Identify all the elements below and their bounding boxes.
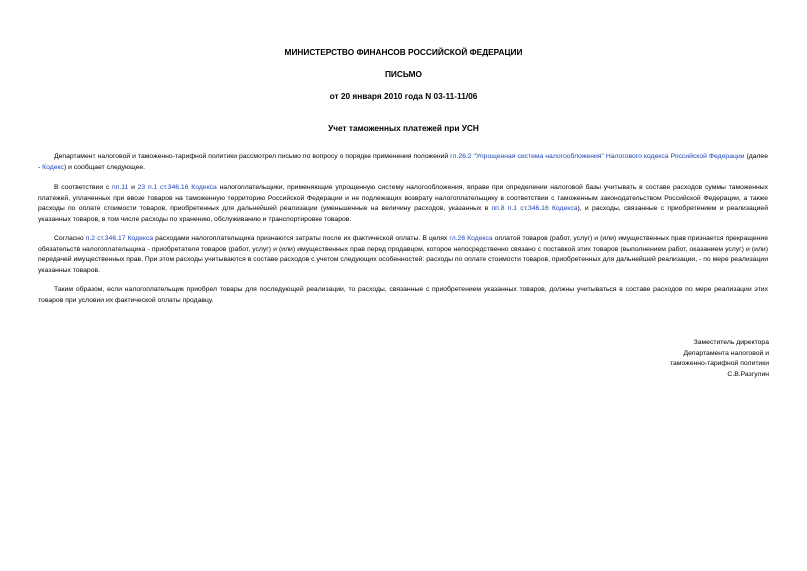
- paragraph-text: (далее -: [38, 153, 768, 171]
- paragraph-text: Таким образом, если налогоплательщик приобрел товары для последующей реализации, то расходы, связанные с приобретением указанных товаров, должны учитываться в составе расходов по мере реализации этих товаров при условии их фактической оплаты продавцу.: [38, 286, 768, 304]
- signature-department-cont: таможенно-тарифной политики: [669, 360, 769, 367]
- paragraph-2: [38, 183, 768, 225]
- paragraph-text: ), и расходы, связанные с приобретением и реализацией указанных товаров, в том числе расходы по хранению, обслуживанию и транспортировке товаров.: [38, 205, 769, 223]
- link-art-346-17[interactable]: п.2 ст.346.17 Кодекса: [85, 235, 154, 242]
- link-sub-23-art-346-16[interactable]: 23 п.1 ст.346.16 Кодекса: [137, 184, 217, 191]
- paragraph-text: расходами налогоплательщика признаются затраты после их фактической оплаты. В целях: [153, 235, 450, 242]
- signature-position: Заместитель директора: [693, 339, 769, 346]
- document-type: ПИСЬМО: [384, 69, 423, 79]
- link-codex[interactable]: Кодекс: [42, 163, 64, 171]
- paragraph-4: [38, 285, 768, 306]
- paragraph-text: Согласно: [54, 235, 86, 242]
- ministry-title: МИНИСТЕРСТВО ФИНАНСОВ РОССИЙСКОЙ ФЕДЕРАЦИИ: [284, 47, 523, 57]
- signature-block: [569, 338, 769, 380]
- link-chapter-26[interactable]: гл.26 Кодекса: [449, 235, 493, 242]
- signature-department: Департамента налоговой и: [683, 349, 769, 357]
- paragraph-text: и: [128, 184, 138, 191]
- paragraph-text: Департамент налоговой и таможенно-тарифной политики рассмотрел письмо по вопросу о порядке применения положений: [54, 153, 451, 160]
- paragraph-text: оплатой товаров (работ, услуг) и (или) имущественных прав признается прекращение обязательств налогоплательщика - приобретателя товаров (работ, услуг) и (или) имущественных прав перед продавцом, которое непосредственно связано с поставкой этих товаров (выполнением работ, оказанием услуг) и (или) передачей имущественных прав. При этом расходы учитываются в составе расходов с учетом следующих особенностей: расходы по оплате стоимости товаров, приобретенных для дальнейшей реализации, - по мере реализации указанных товаров.: [38, 235, 768, 274]
- paragraph-1: [38, 152, 768, 173]
- signature-name: С.В.Разгулин: [727, 370, 769, 378]
- paragraph-text: В соответствии с: [54, 184, 113, 191]
- paragraph-3: [38, 234, 768, 276]
- link-sub-8-art-346-16[interactable]: пп.8 п.1 ст.346.16 Кодекса: [491, 205, 578, 212]
- document-date-number: от 20 января 2010 года N 03-11-11/06: [329, 91, 478, 101]
- paragraph-text: ) и сообщает следующее.: [63, 163, 146, 171]
- link-sub-11[interactable]: пп.11: [112, 184, 129, 191]
- link-chapter-26-2[interactable]: гл.26.2 "Упрощенная система налогообложения" Налогового кодекса Российской Федерации: [450, 153, 745, 160]
- document-subject: Учет таможенных платежей при УСН: [328, 123, 479, 133]
- paragraph-text: налогоплательщики, применяющие упрощенную систему налогообложения, вправе при определении налоговой базы учитывать в составе расходов суммы таможенных платежей, уплаченных при ввозе товаров на таможенную территорию Российской Федерации и не подлежащих возврату налогоплательщику в соответствии с таможенным законодательством Российской Федерации, а также расходы по оплате стоимости товаров, приобретенных для дальнейшей реализации (уменьшенные на величину расходов, указанных в: [38, 184, 769, 212]
